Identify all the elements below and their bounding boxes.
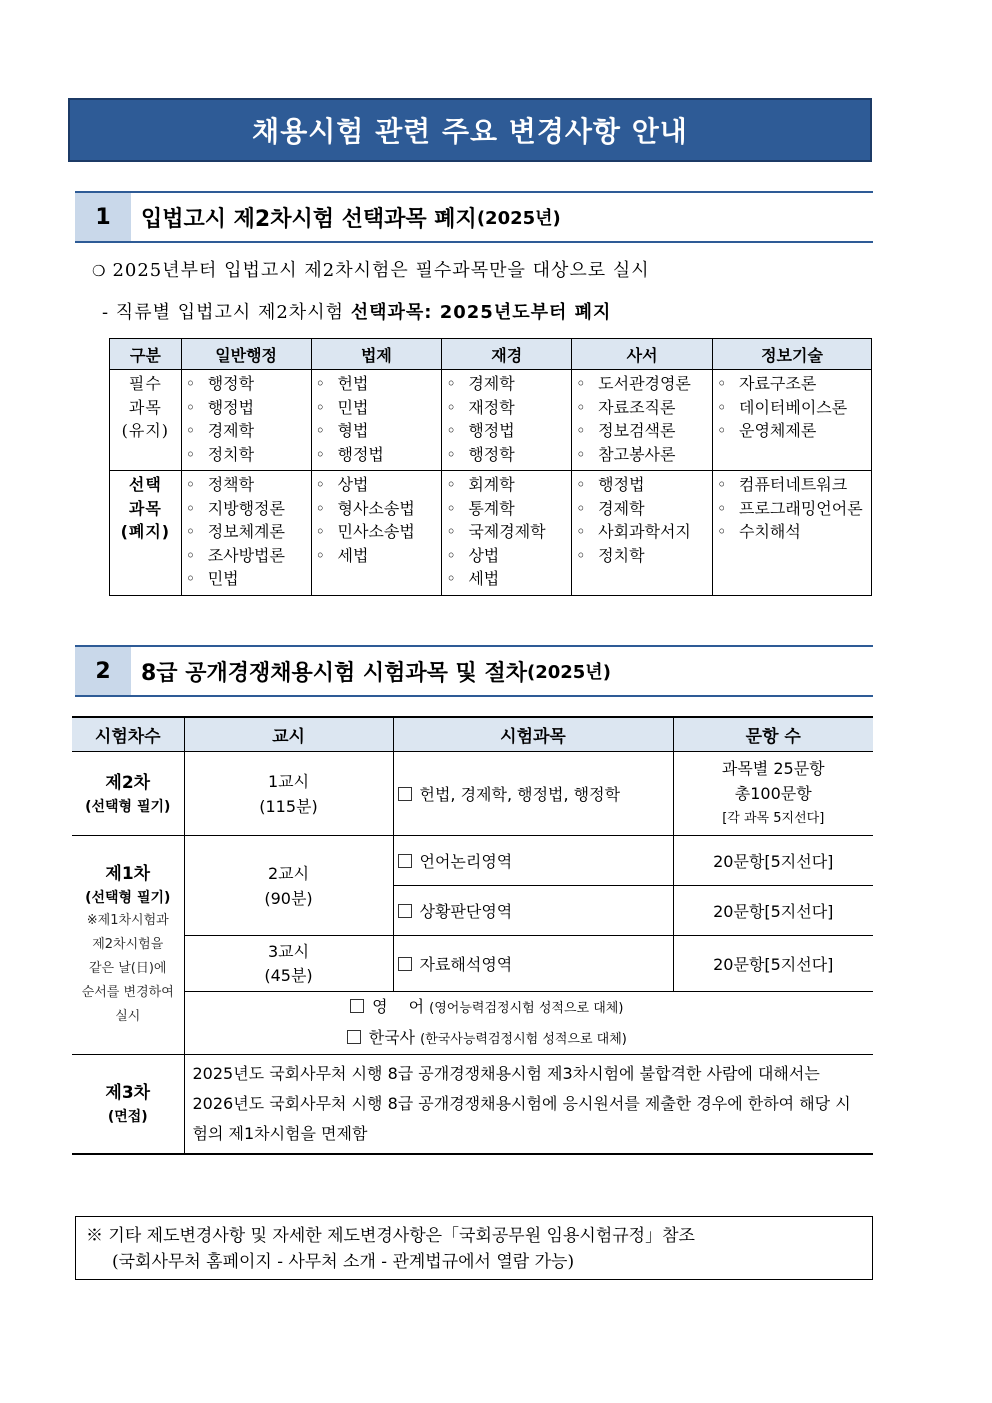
col-header: 정보기술 [713, 339, 872, 370]
subject-item: ◦ 정책학 [186, 473, 311, 497]
checkbox-icon [398, 787, 412, 801]
section-1-header [75, 191, 873, 243]
subject-item: ◦ 상법 [316, 473, 442, 497]
round2-count [673, 752, 873, 836]
section-2-header [75, 645, 873, 697]
table-header-row [72, 717, 873, 752]
subject-item: ◦ 컴퓨터네트워크 [717, 473, 871, 497]
page-title: 채용시험 관련 주요 변경사항 안내 [68, 98, 872, 162]
subject-item: ◦ 헌법 [316, 372, 442, 396]
subject-item: ◦ 행정법 [576, 473, 712, 497]
elective-cell [311, 471, 442, 596]
subject-item: ◦ 도서관경영론 [576, 372, 712, 396]
english-line [185, 992, 870, 1023]
row-label-line: 선택 [128, 475, 162, 494]
subject-item: ◦ 사회과학서지 [576, 520, 712, 544]
period-text: 3교시 [267, 941, 310, 961]
elective-label [110, 471, 182, 596]
section-1-sub-prefix: - 직류별 입법고시 제2차시험 [102, 302, 351, 323]
section-1-title-text: 입법고시 제2차시험 선택과목 폐지 [141, 206, 477, 232]
elective-subject-table [109, 338, 872, 596]
subject-item: ◦ 행정학 [446, 443, 571, 467]
elective-cell [572, 471, 713, 596]
round3-label [72, 1055, 184, 1155]
elective-cell [442, 471, 572, 596]
col-header: 일반행정 [181, 339, 311, 370]
subject-item: ◦ 형법 [316, 419, 442, 443]
col-header: 재경 [442, 339, 572, 370]
table-header-row [110, 339, 872, 370]
col-header: 사서 [572, 339, 713, 370]
subject-item: ◦ 자료구조론 [717, 372, 871, 396]
checkbox-icon [347, 1030, 361, 1044]
required-cell [181, 370, 311, 471]
col-header: 법제 [311, 339, 442, 370]
subject-item: ◦ 조사방법론 [186, 544, 311, 568]
round2-label [72, 752, 184, 836]
round-note: ※제1차시험과 [86, 913, 169, 928]
required-cell [442, 370, 572, 471]
row-label-line: 필수 [128, 374, 162, 393]
subject-item: ◦ 행정학 [186, 372, 311, 396]
subject-item: ◦ 경제학 [186, 419, 311, 443]
round1-period2 [184, 836, 393, 936]
round1-count-b: 20문항[5지선다] [673, 886, 873, 936]
round1-count-c: 20문항[5지선다] [673, 936, 873, 992]
col-header: 문항 수 [673, 717, 873, 752]
section-1-bullet [92, 256, 650, 282]
round2-row [72, 752, 873, 836]
section-2-year: (2025년) [526, 662, 611, 683]
subject-item: ◦ 정보검색론 [576, 419, 712, 443]
reference-note-line2: (국회사무처 홈페이지 - 사무처 소개 - 관계법규에서 열람 가능) [112, 1252, 575, 1272]
required-cell [572, 370, 713, 471]
section-2-number: 2 [75, 647, 131, 695]
subject-item: ◦ 상법 [446, 544, 571, 568]
round1-row-d [72, 992, 873, 1055]
english-note: (영어능력검정시험 성적으로 대체) [429, 1001, 624, 1016]
subject-item: ◦ 국제경제학 [446, 520, 571, 544]
round3-row [72, 1055, 873, 1155]
round-sub: (선택형 필기) [85, 798, 171, 815]
round2-period [184, 752, 393, 836]
subjects-text: 언어논리영역 [419, 852, 513, 871]
col-header: 교시 [184, 717, 393, 752]
subjects-text: 상황판단영역 [419, 902, 513, 921]
section-1-sub-bold: 선택과목: 2025년도부터 폐지 [350, 302, 612, 323]
subject-item: ◦ 재정학 [446, 396, 571, 420]
checkbox-icon [398, 854, 412, 868]
row-label-line: (유지) [121, 421, 170, 440]
round-label: 제3차 [105, 1083, 151, 1103]
duration-text: (90분) [264, 888, 313, 908]
section-1-sub [102, 298, 611, 324]
round-sub: (면접) [107, 1109, 148, 1125]
subject-item: ◦ 데이터베이스론 [717, 396, 871, 420]
required-cell [713, 370, 872, 471]
subject-item: ◦ 민법 [316, 396, 442, 420]
subject-item: ◦ 세법 [446, 567, 571, 591]
subject-item: ◦ 자료조직론 [576, 396, 712, 420]
subject-item: ◦ 행정법 [316, 443, 442, 467]
round3-text: 2025년도 국회사무처 시행 8급 공개경쟁채용시험 제3차시험에 불합격한 사람에 대해서는 2026년도 국회사무처 시행 8급 공개경쟁채용시험에 응시원서를 제출한 경우에 한하여 해당 시험의 제1차시험을 면제함 [184, 1055, 873, 1155]
col-header: 구분 [110, 339, 182, 370]
required-row [110, 370, 872, 471]
english-label: 영 어 [372, 997, 425, 1016]
round1-subject-c [393, 936, 673, 992]
section-2-title [131, 647, 873, 695]
subject-item: ◦ 형사소송법 [316, 497, 442, 521]
subject-item: ◦ 행정법 [186, 396, 311, 420]
round-note: 제2차시험을 [92, 937, 164, 952]
round-sub: (선택형 필기) [85, 890, 171, 906]
round-note: 순서를 변경하여 [81, 985, 174, 1000]
count-text: 총100문항 [734, 784, 812, 803]
section-1-year: (2025년) [476, 208, 561, 229]
round1-subject-a [393, 836, 673, 886]
row-label-line: 과목 [128, 498, 162, 518]
section-1-title [131, 193, 873, 241]
duration-text: (115분) [259, 796, 318, 816]
subject-item: ◦ 민사소송법 [316, 520, 442, 544]
checkbox-icon [350, 999, 364, 1013]
subject-item: ◦ 운영체제론 [717, 419, 871, 443]
checkbox-icon [398, 904, 412, 918]
count-text: 과목별 25문항 [721, 759, 825, 778]
circle-bullet-icon: ❍ [92, 262, 107, 280]
round2-subjects [393, 752, 673, 836]
elective-cell [713, 471, 872, 596]
section-1-bullet-text: 2025년부터 입법고시 제2차시험은 필수과목만을 대상으로 실시 [112, 260, 650, 281]
subject-item: ◦ 참고봉사론 [576, 443, 712, 467]
col-header: 시험차수 [72, 717, 184, 752]
section-2-title-text: 8급 공개경쟁채용시험 시험과목 및 절차 [141, 660, 527, 686]
round1-period3 [184, 936, 393, 992]
round1-label [72, 836, 184, 1055]
subject-item: ◦ 민법 [186, 567, 311, 591]
exam-procedure-table [72, 716, 873, 1155]
row-label-line: 과목 [128, 397, 162, 417]
section-1-number: 1 [75, 193, 131, 241]
round1-row-c [72, 936, 873, 992]
subject-item: ◦ 프로그래밍언어론 [717, 497, 871, 521]
period-text: 2교시 [267, 863, 310, 883]
required-cell [311, 370, 442, 471]
required-label [110, 370, 182, 471]
row-label-line: (폐지) [120, 522, 171, 541]
checkbox-icon [398, 957, 412, 971]
round1-substitutes [184, 992, 873, 1055]
subject-item: ◦ 회계학 [446, 473, 571, 497]
subject-item: ◦ 수치해석 [717, 520, 871, 544]
elective-row [110, 471, 872, 596]
korean-history-note: (한국사능력검정시험 성적으로 대체) [420, 1032, 627, 1047]
col-header: 시험과목 [393, 717, 673, 752]
subject-item: ◦ 정치학 [576, 544, 712, 568]
round-note: 같은 날(日)에 [88, 961, 167, 976]
round-note: 실시 [115, 1009, 141, 1024]
reference-note-line1: ※ 기타 제도변경사항 및 자세한 제도변경사항은「국회공무원 임용시험규정」참조 [86, 1226, 695, 1246]
reference-note [75, 1216, 873, 1280]
subjects-text: 자료해석영역 [419, 955, 513, 974]
korean-history-label: 한국사 [368, 1028, 415, 1047]
subject-item: ◦ 행정법 [446, 419, 571, 443]
round1-row-a [72, 836, 873, 886]
period-text: 1교시 [267, 771, 310, 791]
subject-item: ◦ 통계학 [446, 497, 571, 521]
subject-item: ◦ 경제학 [576, 497, 712, 521]
duration-text: (45분) [264, 965, 313, 985]
subject-item: ◦ 정보체계론 [186, 520, 311, 544]
round-label: 제2차 [105, 772, 151, 793]
subject-item: ◦ 세법 [316, 544, 442, 568]
subjects-text: 헌법, 경제학, 행정법, 행정학 [419, 785, 621, 804]
round-label: 제1차 [105, 864, 151, 884]
subject-item: ◦ 정치학 [186, 443, 311, 467]
elective-cell [181, 471, 311, 596]
subject-item: ◦ 지방행정론 [186, 497, 311, 521]
korean-history-line [185, 1023, 870, 1054]
count-text: [각 과목 5지선다] [722, 811, 825, 826]
round1-count-a: 20문항[5지선다] [673, 836, 873, 886]
round1-subject-b [393, 886, 673, 936]
subject-item: ◦ 경제학 [446, 372, 571, 396]
